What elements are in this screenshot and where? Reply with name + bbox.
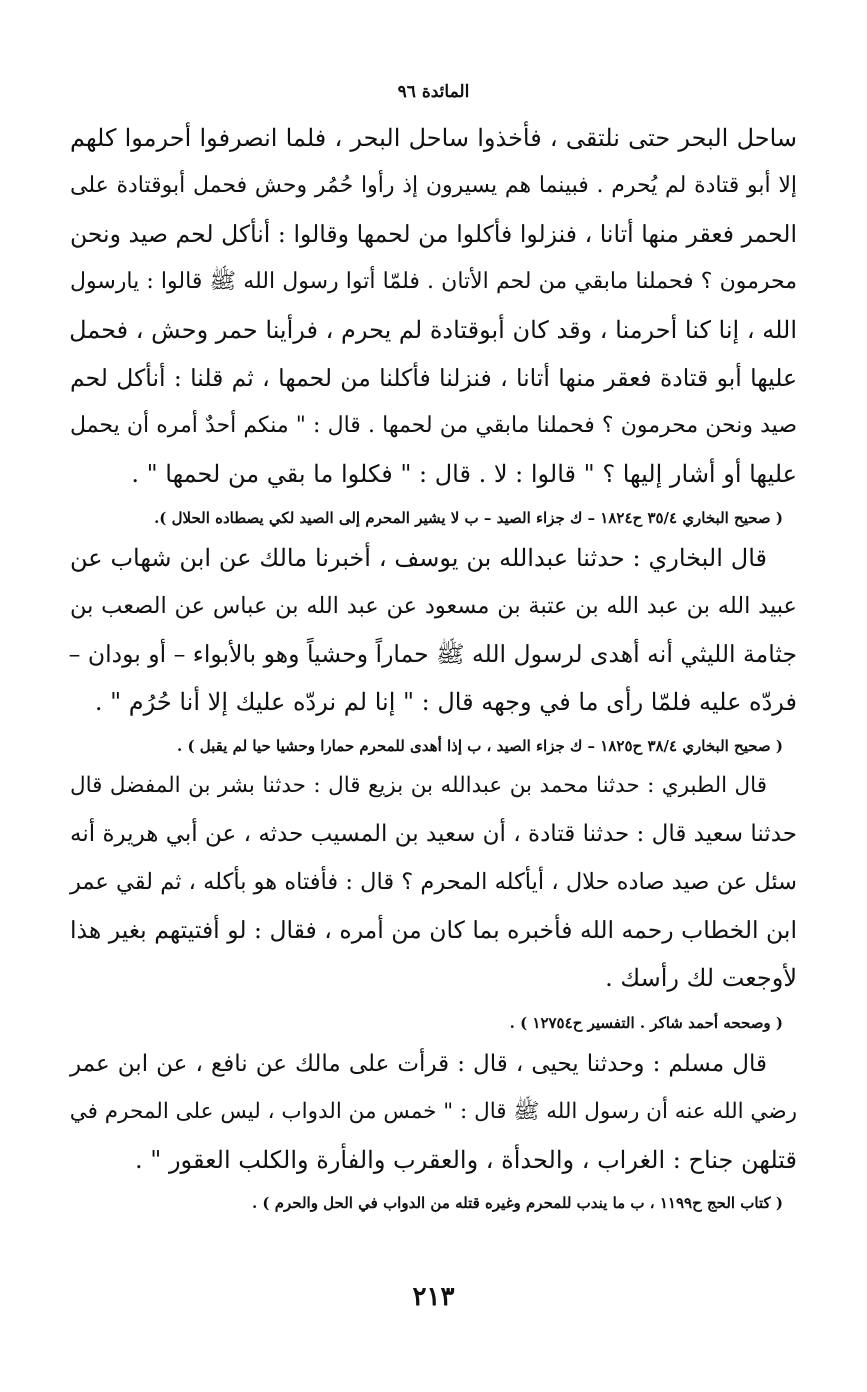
source-note: ( وصححه أحمد شاكر . التفسير ح١٢٧٥٤ ) . (509, 1014, 783, 1032)
text-line: الله ، إنا كنا أحرمنا ، وقد كان أبوقتادة لم يحرم ، فرأينا حمر وحش ، فحمل (69, 316, 797, 344)
text-line: حدثنا سعيد قال : حدثنا قتادة ، أن سعيد بن المسيب حدثه ، عن أبي هريرة أنه (70, 821, 797, 847)
text-line: عبيد الله بن عبد الله بن عتبة بن مسعود عن عبد الله بن عباس عن الصعب بن (70, 593, 797, 619)
text-line: ساحل البحر حتى نلتقى ، فأخذوا ساحل البحر ، فلما انصرفوا أحرموا كلهم (70, 124, 797, 152)
text-line: عليها أو أشار إليها ؟ " قالوا : لا . قال : " فكلوا ما بقي من لحمها " . (131, 460, 797, 488)
source-note: ( صحيح البخاري ٣٨/٤ ح١٨٢٥ – ك جزاء الصيد ، ب إذا أهدى للمحرم حمارا وحشيا حيا لم يقبل ) . (177, 737, 783, 755)
text-line: فردّه عليه فلمّا رأى ما في وجهه قال : " إنا لم نردّه عليك إلا أنا حُرُم " . (94, 688, 797, 716)
text-line: لأوجعت لك رأسك . (605, 964, 797, 992)
text-line: إلا أبو قتادة لم يُحرم . فبينما هم يسيرون إذ رأوا حُمُر وحش فحمل أبوقتادة على (70, 173, 797, 198)
text-line: صيد ونحن محرمون ؟ فحملنا مابقي من لحمها . قال : " منكم أحدٌ أمره أن يحمل (70, 413, 797, 438)
running-head: المائدة ٩٦ (397, 82, 470, 102)
text-line: جثامة الليثي أنه أهدى لرسول الله ﷺ حماراً وحشياً وهو بالأبواء – أو بودان – (68, 640, 797, 668)
text-line: قال مسلم : وحدثنا يحيى ، قال : قرأت على مالك عن نافع ، عن ابن عمر (70, 1051, 767, 1077)
text-line: قال الطبري : حدثنا محمد بن عبدالله بن بزيع قال : حدثنا بشر بن المفضل قال (70, 773, 767, 798)
text-line: قتلهن جناح : الغراب ، والحدأة ، والعقرب والفأرة والكلب العقور " . (135, 1146, 797, 1174)
source-note: ( كتاب الحج ح١١٩٩ ، ب ما يندب للمحرم وغيره قتله من الدواب في الحل والحرم ) . (251, 1194, 783, 1212)
text-line: ابن الخطاب رحمه الله فأخبره بما كان من أمره ، فقال : لو أفتيتهم بغير هذا (70, 916, 797, 944)
text-line: رضي الله عنه أن رسول الله ﷺ قال : " خمس من الدواب ، ليس على المحرم في (69, 1099, 797, 1124)
text-line: عليها أبو قتادة فعقر منها أتانا ، فنزلنا فأكلنا من لحمها ، ثم قلنا : أنأكل لحم (70, 364, 797, 392)
source-note: ( صحيح البخاري ٣٥/٤ ح١٨٢٤ – ك جزاء الصيد – ب لا يشير المحرم إلى الصيد لكي يصطاده الحلال ). (154, 509, 783, 527)
text-line: سئل عن صيد صاده حلال ، أيأكله المحرم ؟ قال : فأفتاه هو بأكله ، ثم لقي عمر (70, 869, 797, 895)
page-number: ٢١٣ (412, 1282, 455, 1312)
text-line: الحمر فعقر منها أتانا ، فنزلوا فأكلوا من لحمها وقالوا : أنأكل لحم صيد ونحن (70, 220, 797, 248)
text-line: قال البخاري : حدثنا عبدالله بن يوسف ، أخبرنا مالك عن ابن شهاب عن (70, 544, 768, 572)
text-line: محرمون ؟ فحملنا مابقي من لحم الأتان . فلمّا أتوا رسول الله ﷺ قالوا : يارسول (70, 269, 797, 294)
